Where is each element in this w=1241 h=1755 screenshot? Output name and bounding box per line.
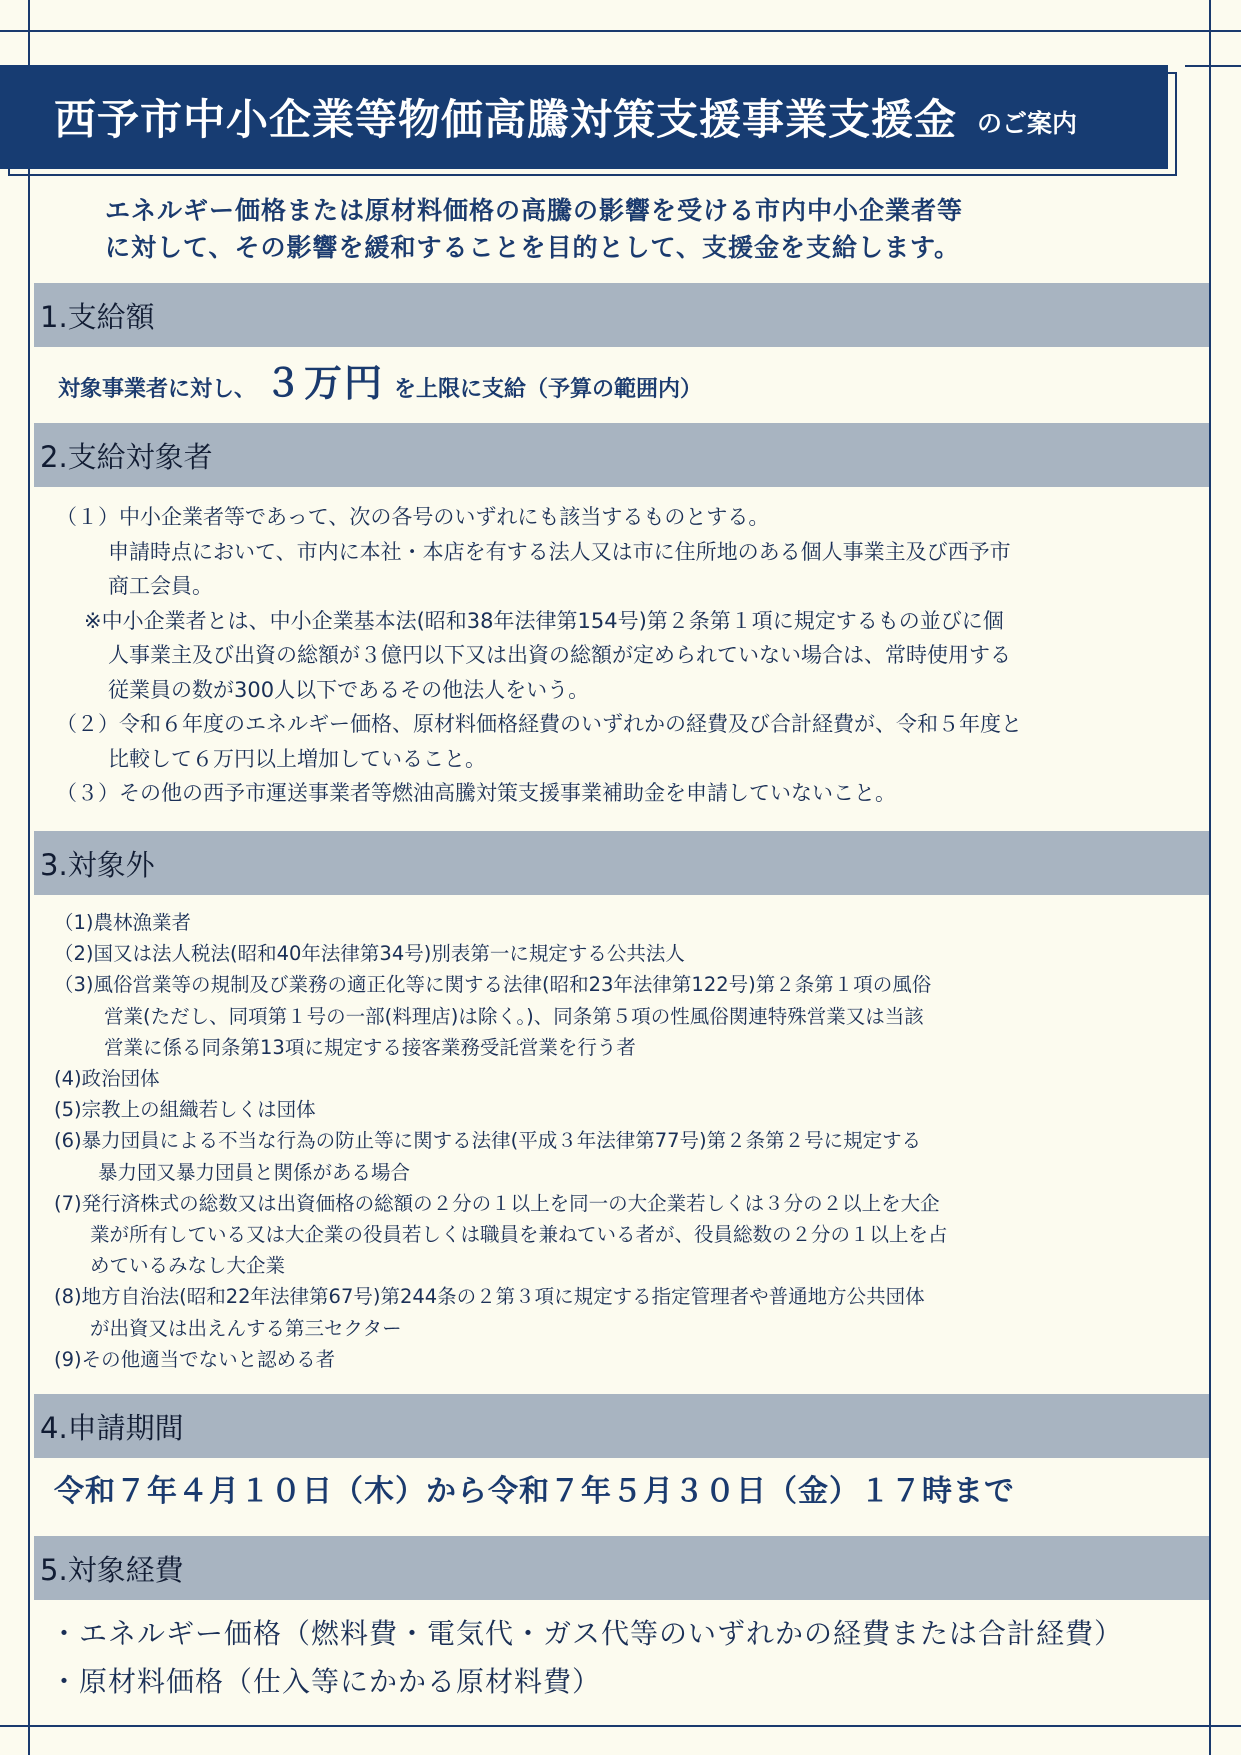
amount-text	[58, 352, 702, 407]
list-item: (6)暴力団員による不当な行為の防止等に関する法律(平成３年法律第77号)第２条第２号に規定する	[54, 1129, 922, 1153]
frame-line-left	[28, 0, 30, 1755]
section-heading-amount: 1.支給額	[34, 283, 1209, 347]
section-heading-exclusions: 3.対象外	[34, 831, 1209, 895]
note-item: ※中小企業者とは、中小企業基本法(昭和38年法律第154号)第２条第１項に規定するもの並びに個	[84, 608, 1004, 633]
list-item: が出資又は出えんする第三セクター	[90, 1316, 402, 1340]
list-item: (8)地方自治法(昭和22年法律第67号)第244条の２第３項に規定する指定管理者や普通地方公共団体	[54, 1285, 925, 1309]
list-item: 商工会員。	[108, 574, 213, 598]
list-item: めているみなし大企業	[90, 1254, 286, 1278]
frame-line-top	[0, 30, 1241, 32]
note-item: 人事業主及び出資の総額が３億円以下又は出資の総額が定められていない場合は、常時使用する	[108, 643, 1011, 667]
list-item: （1)農林漁業者	[54, 911, 192, 934]
list-item: (4)政治団体	[54, 1067, 160, 1091]
eligibility-list	[56, 500, 1196, 811]
list-item: 営業(ただし、同項第１号の一部(料理店)は除く。)、同条第５項の性風俗関連特殊営業又は当該	[104, 1004, 924, 1028]
intro-line: に対して、その影響を緩和することを目的として、支援金を支給します。	[105, 233, 961, 262]
page-title: 西予市中小企業等物価高騰対策支援事業支援金	[54, 95, 958, 144]
list-item: 比較して６万円以上増加していること。	[108, 746, 486, 771]
page-subtitle: のご案内	[977, 109, 1078, 138]
list-item: （３）その他の西予市運送事業者等燃油高騰対策支援事業補助金を申請していないこと。	[56, 781, 896, 805]
list-item: ・原材料価格（仕入等にかかる原材料費）	[50, 1665, 602, 1698]
frame-line-bottom	[0, 1725, 1241, 1727]
application-period: 令和７年４月１０日（木）から令和７年５月３０日（金）１７時まで	[54, 1474, 1015, 1509]
list-item: 暴力団又暴力団員と関係がある場合	[98, 1160, 411, 1184]
frame-line-right	[1209, 0, 1211, 1755]
frame-line-top-right	[1185, 65, 1241, 67]
intro-text	[105, 192, 1155, 266]
exclusions-list	[54, 907, 1194, 1375]
amount-prefix: 対象事業者に対し、	[58, 377, 257, 402]
list-item: 営業に係る同条第13項に規定する接客業務受託営業を行う者	[104, 1035, 636, 1059]
expenses-list	[50, 1610, 1123, 1706]
amount-value: ３万円	[264, 361, 385, 405]
list-item: (7)発行済株式の総数又は出資価格の総額の２分の１以上を同一の大企業若しくは３分の２以上を大企	[54, 1191, 940, 1215]
list-item: ・エネルギー価格（燃料費・電気代・ガス代等のいずれかの経費または合計経費）	[50, 1617, 1124, 1650]
list-item: （１）中小企業者等であって、次の各号のいずれにも該当するものとする。	[56, 505, 770, 529]
section-heading-expenses: 5.対象経費	[34, 1536, 1209, 1600]
list-item: 申請時点において、市内に本社・本店を有する法人又は市に住所地のある個人事業主及び西予市	[108, 539, 1011, 564]
amount-suffix: を上限に支給（予算の範囲内）	[394, 377, 703, 402]
note-item: 従業員の数が300人以下であるその他法人をいう。	[108, 677, 590, 702]
section-heading-eligibility: 2.支給対象者	[34, 423, 1209, 487]
list-item: (5)宗教上の組織若しくは団体	[54, 1098, 316, 1122]
list-item: （2)国又は法人税法(昭和40年法律第34号)別表第一に規定する公共法人	[54, 942, 685, 966]
list-item: (9)その他適当でないと認める者	[54, 1347, 336, 1371]
intro-line: エネルギー価格または原材料価格の高騰の影響を受ける市内中小企業者等	[105, 196, 964, 225]
section-heading-period: 4.申請期間	[34, 1394, 1209, 1458]
title-banner	[0, 65, 1168, 169]
list-item: （２）令和６年度のエネルギー価格、原材料価格経費のいずれかの経費及び合計経費が、令和５年度と	[56, 712, 1022, 736]
list-item: （3)風俗営業等の規制及び業務の適正化等に関する法律(昭和23年法律第122号)第２条第１項の風俗	[54, 973, 932, 997]
list-item: 業が所有している又は大企業の役員若しくは職員を兼ねている者が、役員総数の２分の１以上を占	[90, 1223, 948, 1247]
